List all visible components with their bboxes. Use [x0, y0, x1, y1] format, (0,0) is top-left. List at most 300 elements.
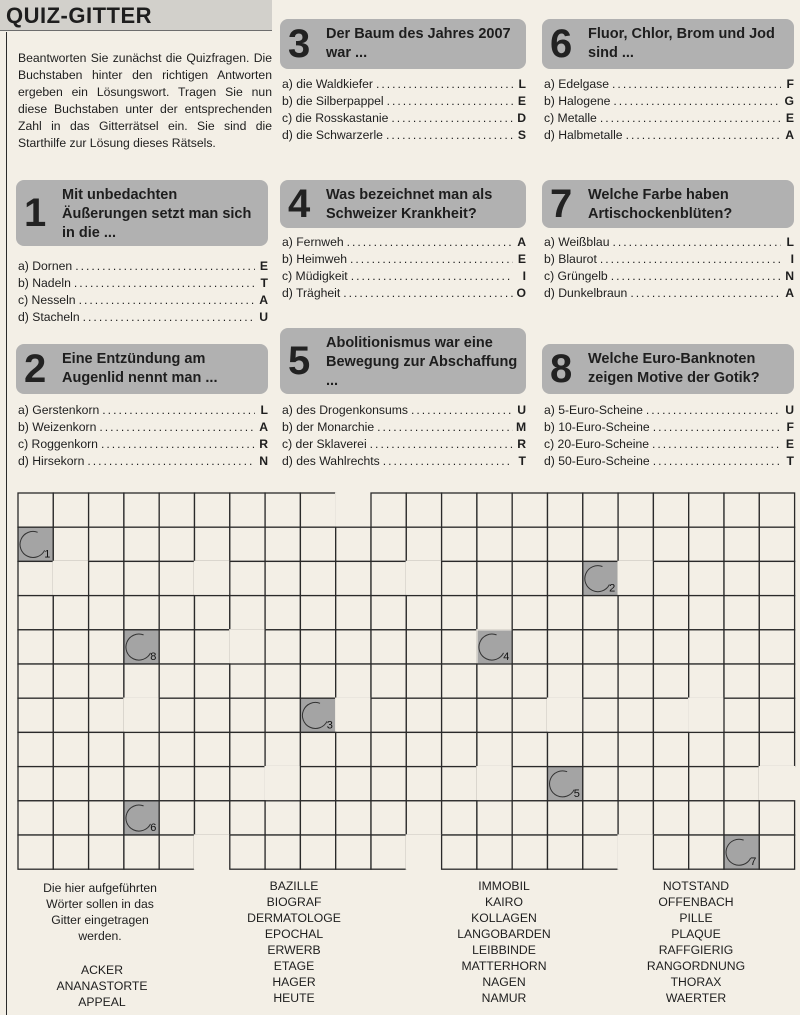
grid-block [548, 698, 583, 732]
grid-cell[interactable] [442, 698, 477, 732]
grid-cell[interactable] [653, 664, 688, 698]
grid-cell[interactable] [583, 767, 618, 801]
answer-letter: F [786, 77, 794, 91]
grid-cell[interactable] [124, 527, 159, 561]
answer-label: b) Blaurot [544, 252, 597, 266]
grid-cell[interactable] [265, 732, 300, 766]
grid-cell[interactable] [759, 561, 794, 595]
question-text: Eine Entzündung am Augenlid nennt man ... [62, 351, 218, 386]
grid-cell[interactable] [583, 596, 618, 630]
grid-cell[interactable] [653, 527, 688, 561]
grid-cell[interactable] [406, 801, 441, 835]
grid-block [689, 698, 724, 732]
grid-cell[interactable] [124, 561, 159, 595]
answer-label: a) Edelgase [544, 77, 610, 91]
word-list-entry: HEUTE [273, 991, 315, 1005]
answer-label: c) Roggenkorn [18, 437, 98, 451]
grid-cell[interactable] [512, 596, 547, 630]
marker-number: 1 [44, 548, 51, 561]
grid-cell[interactable] [442, 561, 477, 595]
grid-cell[interactable] [89, 527, 124, 561]
grid-cell[interactable] [336, 767, 371, 801]
answer-label: a) Gerstenkorn [18, 403, 100, 417]
grid-cell[interactable] [53, 596, 88, 630]
word-list-entry: MATTERHORN [461, 959, 547, 973]
grid-cell[interactable] [477, 493, 512, 527]
grid-cell[interactable] [689, 630, 724, 664]
grid-cell[interactable] [159, 698, 194, 732]
question-number: 8 [550, 347, 573, 391]
marker-number: 2 [609, 582, 616, 595]
word-list-entry: BAZILLE [269, 879, 319, 893]
grid-cell[interactable] [195, 664, 230, 698]
grid-cell[interactable] [759, 527, 794, 561]
word-list-entry: ERWERB [267, 943, 321, 957]
grid-cell[interactable] [89, 493, 124, 527]
grid-cell[interactable] [265, 630, 300, 664]
grid-cell[interactable] [406, 732, 441, 766]
grid-cell[interactable] [548, 561, 583, 595]
grid-cell[interactable] [618, 493, 653, 527]
grid-cell[interactable] [230, 767, 265, 801]
grid-cell[interactable] [477, 698, 512, 732]
grid-cell[interactable] [512, 630, 547, 664]
question-number: 1 [24, 191, 47, 235]
grid-cell[interactable] [759, 493, 794, 527]
marker-number: 7 [750, 856, 757, 869]
grid-cell[interactable] [195, 596, 230, 630]
grid-cell[interactable] [618, 596, 653, 630]
grid-cell[interactable] [265, 664, 300, 698]
grid-cell[interactable] [689, 561, 724, 595]
word-list-entry: KAIRO [485, 895, 523, 909]
grid-cell[interactable] [583, 835, 618, 869]
grid-cell[interactable] [618, 801, 653, 835]
grid-cell[interactable] [300, 767, 335, 801]
question-text: Der Baum des Jahres 2007 war ... [326, 26, 511, 61]
grid-cell[interactable] [124, 732, 159, 766]
word-list-entry: NAGEN [482, 975, 526, 989]
answer-letter: E [785, 437, 794, 451]
grid-cell[interactable] [583, 801, 618, 835]
grid-block [124, 698, 159, 732]
grid-cell[interactable] [689, 493, 724, 527]
grid-cell[interactable] [724, 596, 759, 630]
grid-cell[interactable] [477, 835, 512, 869]
grid-cell[interactable] [89, 698, 124, 732]
grid-cell[interactable] [477, 561, 512, 595]
grid-cell[interactable] [512, 698, 547, 732]
grid-cell[interactable] [53, 732, 88, 766]
answer-letter: E [517, 94, 526, 108]
grid-cell[interactable] [159, 630, 194, 664]
grid-cell[interactable] [477, 596, 512, 630]
answer-label: d) Halbmetalle [544, 128, 623, 142]
grid-cell[interactable] [548, 801, 583, 835]
grid-cell[interactable] [442, 630, 477, 664]
grid-cell[interactable] [159, 732, 194, 766]
word-list-entry: APPEAL [78, 995, 126, 1009]
grid-cell[interactable] [18, 835, 53, 869]
grid-cell[interactable] [300, 732, 335, 766]
word-list-intro-line: werden. [78, 929, 122, 943]
grid-cell[interactable] [512, 527, 547, 561]
grid-cell[interactable] [371, 801, 406, 835]
grid-cell[interactable] [159, 835, 194, 869]
grid-cell[interactable] [124, 596, 159, 630]
word-column-3 [424, 878, 584, 1006]
grid-cell[interactable] [442, 767, 477, 801]
grid-cell[interactable] [300, 493, 335, 527]
grid-cell[interactable] [195, 630, 230, 664]
answer-letter: G [784, 94, 794, 108]
answer-letter: A [259, 420, 268, 434]
grid-cell[interactable] [265, 561, 300, 595]
grid-cell[interactable] [18, 732, 53, 766]
grid-cell[interactable] [653, 767, 688, 801]
grid-cell[interactable] [159, 801, 194, 835]
answer-letter: L [260, 403, 268, 417]
grid-cell[interactable] [159, 527, 194, 561]
grid-cell[interactable] [371, 664, 406, 698]
grid-cell[interactable] [442, 596, 477, 630]
grid-cell[interactable] [371, 493, 406, 527]
grid-cell[interactable] [653, 732, 688, 766]
grid-cell[interactable] [89, 835, 124, 869]
grid-cell[interactable] [300, 561, 335, 595]
answer-label: c) Grüngelb [544, 269, 608, 283]
answer-label: a) Fernweh [282, 235, 344, 249]
grid-cell[interactable] [371, 630, 406, 664]
grid-cell[interactable] [336, 835, 371, 869]
grid-cell[interactable] [195, 732, 230, 766]
grid-cell[interactable] [724, 664, 759, 698]
answer-letter: T [518, 454, 526, 468]
grid-cell[interactable] [724, 801, 759, 835]
grid-cell[interactable] [371, 698, 406, 732]
grid-cell[interactable] [336, 596, 371, 630]
grid-cell[interactable] [53, 527, 88, 561]
word-column-4 [616, 878, 776, 1006]
grid-cell[interactable] [195, 527, 230, 561]
grid-cell[interactable] [18, 561, 53, 595]
answer-letter: F [786, 420, 794, 434]
grid-cell[interactable] [195, 698, 230, 732]
grid-cell[interactable] [406, 698, 441, 732]
answer-label: d) Stacheln [18, 310, 80, 324]
grid-block [336, 493, 371, 527]
question-text: Abolitionismus war eine Bewegung zur Abschaffung ... [326, 335, 518, 389]
grid-cell[interactable] [300, 664, 335, 698]
grid-cell[interactable] [230, 732, 265, 766]
grid-cell[interactable] [265, 596, 300, 630]
grid-cell[interactable] [406, 527, 441, 561]
grid-cell[interactable] [300, 630, 335, 664]
grid-cell[interactable] [618, 527, 653, 561]
answer-label: d) Trägheit [282, 286, 341, 300]
grid-cell[interactable] [653, 801, 688, 835]
grid-cell[interactable] [583, 527, 618, 561]
grid-cell[interactable] [618, 732, 653, 766]
grid-cell[interactable] [406, 767, 441, 801]
grid-cell[interactable] [653, 561, 688, 595]
grid-cell[interactable] [53, 767, 88, 801]
grid-cell[interactable] [583, 698, 618, 732]
grid-cell[interactable] [89, 664, 124, 698]
grid-cell[interactable] [442, 801, 477, 835]
grid-cell[interactable] [583, 732, 618, 766]
grid-cell[interactable] [124, 493, 159, 527]
grid-cell[interactable] [195, 493, 230, 527]
grid-cell[interactable] [265, 835, 300, 869]
grid-cell[interactable] [265, 493, 300, 527]
grid-cell[interactable] [689, 527, 724, 561]
grid-cell[interactable] [689, 801, 724, 835]
grid-cell[interactable] [371, 767, 406, 801]
grid-cell[interactable] [442, 664, 477, 698]
word-list-entry: NAMUR [481, 991, 527, 1005]
grid-cell[interactable] [477, 801, 512, 835]
grid-cell[interactable] [477, 527, 512, 561]
question-number: 2 [24, 347, 47, 391]
word-list-entry: PLAQUE [671, 927, 721, 941]
grid-cell[interactable] [724, 527, 759, 561]
grid-cell[interactable] [53, 835, 88, 869]
grid-cell[interactable] [406, 493, 441, 527]
grid-block [618, 561, 653, 595]
grid-cell[interactable] [371, 561, 406, 595]
grid-cell[interactable] [195, 767, 230, 801]
grid-cell[interactable] [18, 596, 53, 630]
answer-letter: I [522, 269, 526, 283]
grid-cell[interactable] [442, 732, 477, 766]
grid-cell[interactable] [759, 698, 794, 732]
grid-cell[interactable] [724, 698, 759, 732]
grid-cell[interactable] [653, 630, 688, 664]
grid-cell[interactable] [336, 664, 371, 698]
grid-cell[interactable] [689, 767, 724, 801]
word-list-entry: PILLE [679, 911, 713, 925]
grid-cell[interactable] [512, 493, 547, 527]
grid-cell[interactable] [512, 561, 547, 595]
grid-cell[interactable] [477, 664, 512, 698]
grid-cell[interactable] [230, 493, 265, 527]
grid-cell[interactable] [53, 698, 88, 732]
grid-cell[interactable] [442, 527, 477, 561]
answer-label: d) des Wahlrechts [282, 454, 380, 468]
grid-cell[interactable] [477, 732, 512, 766]
answer-label: d) Dunkelbraun [544, 286, 628, 300]
grid-cell[interactable] [18, 767, 53, 801]
grid-cell[interactable] [230, 835, 265, 869]
grid-cell[interactable] [548, 664, 583, 698]
answer-label: a) Weißblau [544, 235, 610, 249]
grid-cell[interactable] [618, 698, 653, 732]
grid-cell[interactable] [653, 596, 688, 630]
grid-cell[interactable] [265, 527, 300, 561]
grid-cell[interactable] [653, 493, 688, 527]
grid-cell[interactable] [300, 835, 335, 869]
grid-cell[interactable] [159, 596, 194, 630]
grid-cell[interactable] [18, 698, 53, 732]
grid-cell[interactable] [689, 732, 724, 766]
word-list-entry: RAFFGIERIG [658, 943, 734, 957]
word-list-intro-line: Die hier aufgeführten [43, 881, 157, 895]
grid-cell[interactable] [53, 801, 88, 835]
grid-cell[interactable] [512, 767, 547, 801]
grid-cell[interactable] [548, 493, 583, 527]
grid-cell[interactable] [689, 596, 724, 630]
grid-cell[interactable] [583, 630, 618, 664]
answer-label: b) Weizenkorn [18, 420, 97, 434]
word-list-intro-line: Gitter eingetragen [51, 913, 149, 927]
word-list-entry: ETAGE [273, 959, 315, 973]
grid-cell[interactable] [548, 732, 583, 766]
grid-cell[interactable] [336, 801, 371, 835]
grid-cell[interactable] [406, 664, 441, 698]
grid-cell[interactable] [230, 664, 265, 698]
grid-cell[interactable] [512, 664, 547, 698]
grid-cell[interactable] [300, 596, 335, 630]
grid-cell[interactable] [230, 596, 265, 630]
grid-cell[interactable] [159, 561, 194, 595]
word-list-entry: NOTSTAND [662, 879, 730, 893]
grid-cell[interactable] [195, 801, 230, 835]
grid-cell[interactable] [89, 596, 124, 630]
grid-cell[interactable] [442, 493, 477, 527]
grid-cell[interactable] [53, 493, 88, 527]
answer-label: b) Heimweh [282, 252, 348, 266]
grid-cell[interactable] [159, 493, 194, 527]
grid-cell[interactable] [759, 801, 794, 835]
grid-cell[interactable] [442, 835, 477, 869]
grid-cell[interactable] [759, 630, 794, 664]
grid-cell[interactable] [336, 630, 371, 664]
grid-cell[interactable] [371, 527, 406, 561]
grid-cell[interactable] [724, 767, 759, 801]
marker-number: 8 [150, 651, 157, 663]
answer-letter: U [785, 403, 794, 417]
grid-cell[interactable] [159, 664, 194, 698]
grid-cell[interactable] [618, 767, 653, 801]
grid-cell[interactable] [689, 664, 724, 698]
grid-cell[interactable] [230, 561, 265, 595]
question-text: Fluor, Chlor, Brom und Jod sind ... [588, 26, 775, 61]
grid-cell[interactable] [53, 630, 88, 664]
grid-cell[interactable] [512, 732, 547, 766]
grid-cell[interactable] [759, 664, 794, 698]
grid-cell[interactable] [724, 732, 759, 766]
grid-cell[interactable] [371, 596, 406, 630]
grid-cell[interactable] [724, 630, 759, 664]
grid-cell[interactable] [653, 835, 688, 869]
grid-cell[interactable] [89, 630, 124, 664]
grid-cell[interactable] [512, 801, 547, 835]
answer-label: c) die Rosskastanie [282, 111, 389, 125]
grid-cell[interactable] [406, 630, 441, 664]
answer-letter: T [260, 276, 268, 290]
word-list-entry: THORAX [670, 975, 722, 989]
grid-cell[interactable] [124, 664, 159, 698]
grid-cell[interactable] [18, 630, 53, 664]
grid-cell[interactable] [653, 698, 688, 732]
grid-cell[interactable] [548, 527, 583, 561]
grid-cell[interactable] [618, 630, 653, 664]
grid-block [477, 767, 512, 801]
grid-cell[interactable] [759, 835, 794, 869]
answer-letter: L [518, 77, 526, 91]
grid-cell[interactable] [548, 835, 583, 869]
grid-cell[interactable] [230, 801, 265, 835]
grid-cell[interactable] [689, 835, 724, 869]
grid-block [230, 630, 265, 664]
question-text: Mit unbedachten Äußerungen setzt man sich in die ... [62, 187, 252, 241]
grid-cell[interactable] [759, 732, 794, 766]
word-list-intro [0, 880, 200, 944]
grid-cell[interactable] [230, 527, 265, 561]
answer-letter: L [786, 235, 794, 249]
grid-cell[interactable] [618, 664, 653, 698]
grid-cell[interactable] [336, 561, 371, 595]
grid-cell[interactable] [300, 527, 335, 561]
grid-cell[interactable] [89, 801, 124, 835]
grid-cell[interactable] [18, 493, 53, 527]
grid-cell[interactable] [371, 835, 406, 869]
answer-label: b) die Silberpappel [282, 94, 384, 108]
grid-cell[interactable] [230, 698, 265, 732]
answer-letter: N [259, 454, 268, 468]
grid-cell[interactable] [724, 561, 759, 595]
answer-letter: S [517, 128, 526, 142]
grid-cell[interactable] [159, 767, 194, 801]
grid-cell[interactable] [583, 493, 618, 527]
question-number: 4 [288, 182, 311, 226]
grid-cell[interactable] [548, 596, 583, 630]
grid-cell[interactable] [512, 835, 547, 869]
grid-cell[interactable] [53, 664, 88, 698]
question-text: Was bezeichnet man als Schweizer Krankheit? [326, 187, 493, 222]
grid-cell[interactable] [89, 561, 124, 595]
answer-label: c) Nesseln [18, 293, 76, 307]
grid-block [195, 835, 230, 869]
grid-cell[interactable] [759, 596, 794, 630]
grid-cell[interactable] [18, 664, 53, 698]
grid-cell[interactable] [548, 630, 583, 664]
grid-cell[interactable] [18, 801, 53, 835]
answer-label: a) 5-Euro-Scheine [544, 403, 643, 417]
grid-block [195, 561, 230, 595]
answer-label: b) Halogene [544, 94, 611, 108]
grid-cell[interactable] [265, 698, 300, 732]
grid-cell[interactable] [89, 767, 124, 801]
grid-cell[interactable] [265, 801, 300, 835]
grid-cell[interactable] [124, 835, 159, 869]
word-list-entry: DERMATOLOGE [247, 911, 341, 925]
answer-label: a) Dornen [18, 259, 73, 273]
grid-cell[interactable] [583, 664, 618, 698]
marker-number: 5 [573, 787, 580, 800]
grid-cell[interactable] [371, 732, 406, 766]
grid-cell[interactable] [300, 801, 335, 835]
grid-cell[interactable] [406, 596, 441, 630]
page-title: QUIZ-GITTER [6, 3, 153, 28]
grid-cell[interactable] [336, 732, 371, 766]
grid-cell[interactable] [124, 767, 159, 801]
answer-letter: E [785, 111, 794, 125]
grid-cell[interactable] [724, 493, 759, 527]
grid-cell[interactable] [336, 527, 371, 561]
grid-cell[interactable] [89, 732, 124, 766]
